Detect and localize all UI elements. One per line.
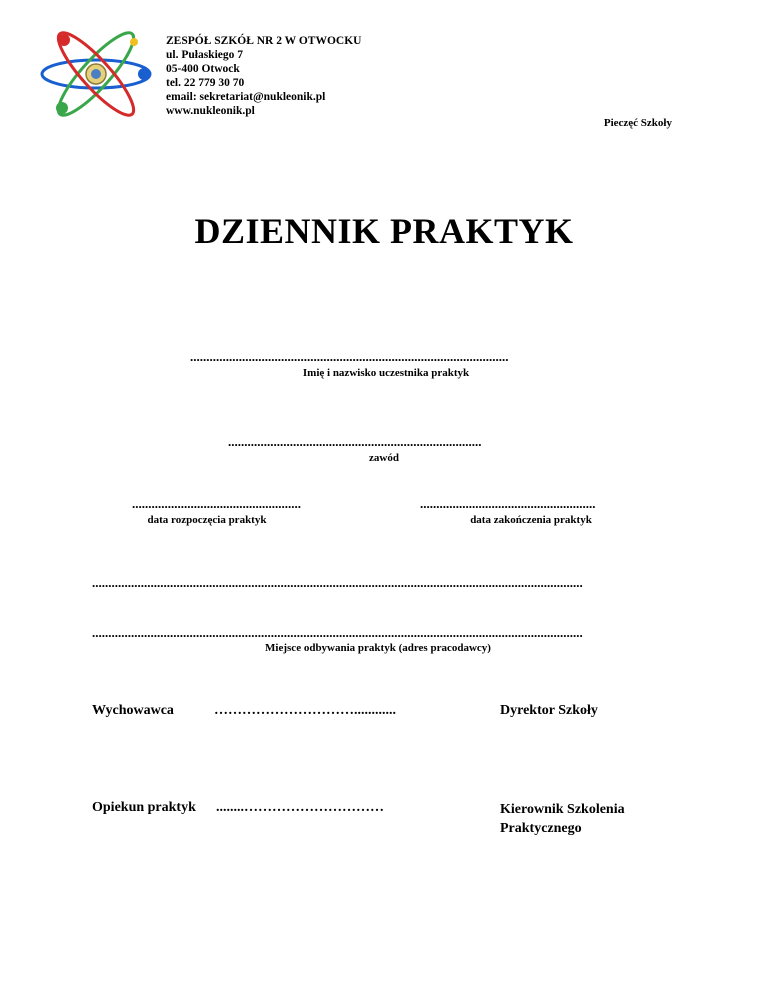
- school-phone: tel. 22 779 30 70: [166, 77, 245, 89]
- participant-name-field[interactable]: ..................................................................................................: [190, 350, 509, 364]
- workplace-label: Miejsce odbywania praktyk (adres pracodawcy): [265, 642, 491, 654]
- tutor-signature-field[interactable]: …………………………............: [214, 703, 396, 718]
- start-date-label: data rozpoczęcia praktyk: [147, 514, 267, 526]
- profession-field[interactable]: ..............................................................................: [228, 435, 482, 449]
- workplace-field-line-1[interactable]: .......................................................................................................................................................: [92, 576, 583, 590]
- head-of-training-line-2: Praktycznego: [500, 821, 582, 836]
- head-of-training-line-1: Kierownik Szkolenia: [500, 802, 625, 817]
- tutor-label: Wychowawca: [92, 703, 174, 718]
- end-date-field[interactable]: ......................................................: [420, 497, 596, 511]
- school-stamp-label: Pieczęć Szkoły: [603, 117, 672, 129]
- school-name: ZESPÓŁ SZKÓŁ NR 2 W OTWOCKU: [166, 35, 362, 47]
- school-header: [166, 34, 361, 118]
- head-of-training-label: [500, 800, 625, 838]
- school-website[interactable]: www.nukleonik.pl: [166, 105, 255, 117]
- supervisor-label: Opiekun praktyk: [92, 800, 196, 815]
- school-city: 05-400 Otwock: [166, 63, 240, 75]
- school-street: ul. Pułaskiego 7: [166, 49, 244, 61]
- supervisor-signature-field[interactable]: ........…………………………: [216, 800, 384, 815]
- workplace-field-line-2[interactable]: .......................................................................................................................................................: [92, 626, 583, 640]
- page-title: DZIENNIK PRAKTYK: [194, 211, 574, 251]
- profession-label: zawód: [369, 452, 399, 464]
- atom-logo-icon: [38, 28, 158, 120]
- start-date-field[interactable]: ....................................................: [132, 497, 301, 511]
- end-date-label: data zakończenia praktyk: [470, 514, 592, 526]
- school-email[interactable]: email: sekretariat@nukleonik.pl: [166, 91, 326, 103]
- participant-name-label: Imię i nazwisko uczestnika praktyk: [302, 367, 470, 379]
- director-label: Dyrektor Szkoły: [500, 703, 598, 718]
